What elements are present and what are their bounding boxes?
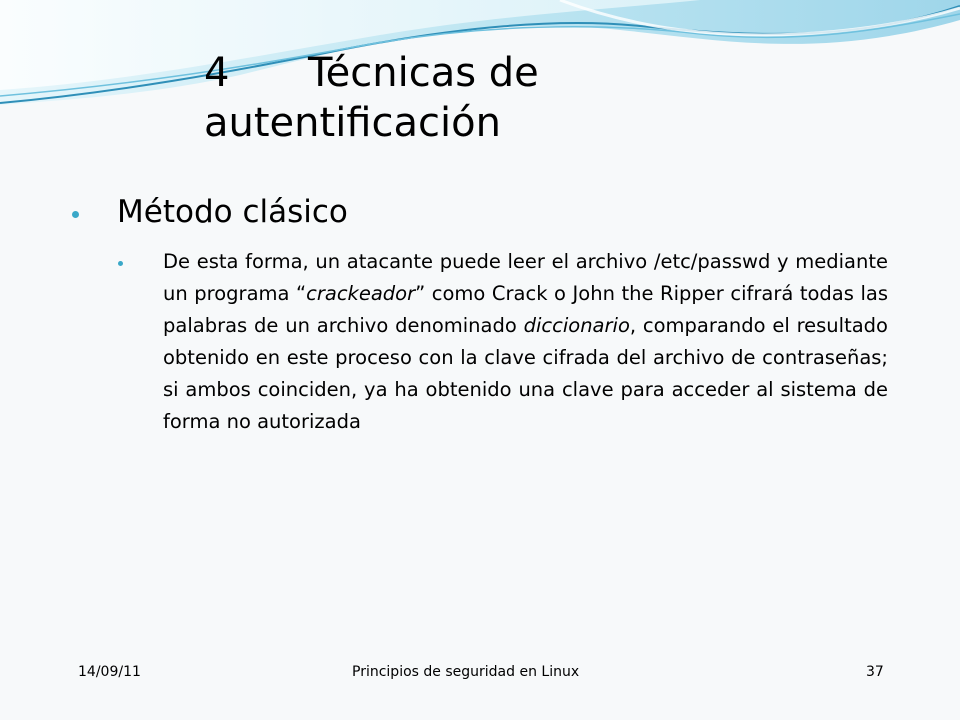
level2-bullet-text [163, 246, 888, 438]
text-part-5: como Crack o John the Ripper cifrará todas las palabras de un archivo denominado [163, 282, 888, 337]
bullet-dot-small-icon [118, 261, 123, 266]
close-quote: ” [415, 282, 426, 305]
footer-date: 14/09/11 [78, 664, 141, 680]
level1-bullet-item [72, 190, 348, 234]
slide-title [204, 48, 624, 148]
text-part-7: , comparando el resultado obtenido en este proceso con la clave cifrada del archivo de contraseñas; si ambos coinciden, ya ha obtenido una clave para acceder al sistema de forma no autorizada [163, 314, 888, 433]
title-line1: Técnicas de [308, 50, 539, 96]
title-line2: autentificación [204, 100, 501, 146]
footer-page-number: 37 [866, 664, 884, 680]
text-crackeador: crackeador [306, 282, 416, 305]
text-part-1: De esta forma, un atacante puede leer el archivo /etc/passwd y mediante un programa [163, 250, 888, 305]
title-number: 4 [204, 50, 230, 96]
level1-bullet-text: Método clásico [117, 194, 348, 230]
open-quote: “ [296, 282, 307, 305]
footer-title: Principios de seguridad en Linux [352, 664, 580, 680]
text-diccionario: diccionario [523, 314, 630, 337]
level2-bullet-item [118, 246, 898, 438]
bullet-dot-icon [72, 211, 79, 218]
